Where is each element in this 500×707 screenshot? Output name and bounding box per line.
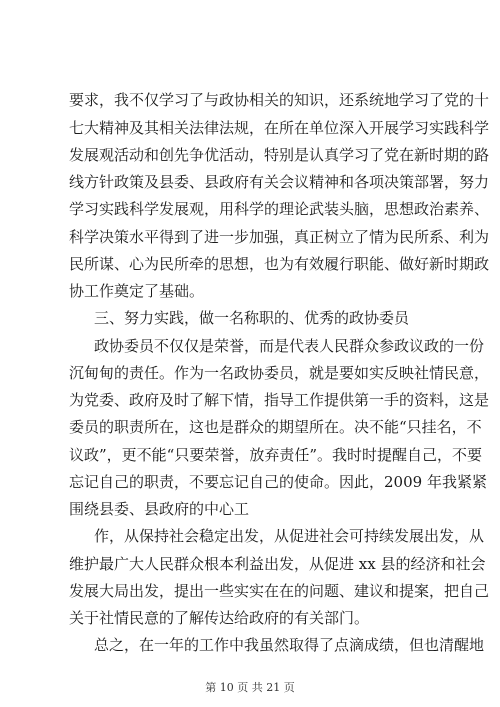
paragraph-line: 民所谋、心为民所牵的思想，也为有效履行职能、做好新时期政: [69, 255, 490, 273]
paragraph-line: 学习实践科学发展观，用科学的理论武装头脑，思想政治素养、: [69, 200, 490, 218]
paragraph-line: 科学决策水平得到了进一步加强，真正树立了情为民所系、利为: [69, 228, 490, 246]
paragraph-line: 维护最广大人民群众根本利益出发，从促进 xx 县的经济和社会: [69, 555, 486, 573]
paragraph-line: 议政”，更不能“只要荣誉，放弃责任”。我时时提醒自己，不要: [69, 446, 483, 464]
paragraph-line: 总之，在一年的工作中我虽然取得了点滴成绩，但也清醒地: [94, 636, 485, 654]
paragraph-line: 围绕县委、县政府的中心工: [69, 500, 250, 518]
paragraph-line: 政协委员不仅仅是荣誉，而是代表人民群众参政议政的一份: [94, 337, 485, 355]
paragraph-line: 忘记自己的职责，不要忘记自己的使命。因此，2009 年我紧紧: [69, 473, 487, 491]
paragraph-line: 发展观活动和创先争优活动，特别是认真学习了党在新时期的路: [69, 146, 490, 164]
page-number-footer: 第 10 页 共 21 页: [205, 681, 295, 694]
paragraph-line: 委员的职责所在，这也是群众的期望所在。决不能“只挂名，不: [69, 418, 482, 436]
paragraph-line: 七大精神及其相关法律法规，在所在单位深入开展学习实践科学: [69, 119, 490, 137]
paragraph-line: 为党委、政府及时了解下情，指导工作提供第一手的资料，这是: [69, 391, 490, 409]
paragraph-line: 作，从保持社会稳定出发，从促进社会可持续发展出发，从: [94, 527, 485, 545]
paragraph-line: 要求，我不仅学习了与政协相关的知识，还系统地学习了党的十: [69, 91, 490, 109]
paragraph-line: 线方针政策及县委、县政府有关会议精神和各项决策部署，努力: [69, 173, 490, 191]
paragraph-line: 关于社情民意的了解传达给政府的有关部门。: [69, 609, 370, 627]
paragraph-line: 协工作奠定了基础。: [69, 282, 205, 300]
section-heading: 三、努力实践，做一名称职的、优秀的政协委员: [94, 309, 410, 327]
paragraph-line: 沉甸甸的责任。作为一名政协委员，就是要如实反映社情民意，: [69, 364, 490, 382]
paragraph-line: 发展大局出发，提出一些实实在在的问题、建议和提案，把自己: [69, 582, 490, 600]
